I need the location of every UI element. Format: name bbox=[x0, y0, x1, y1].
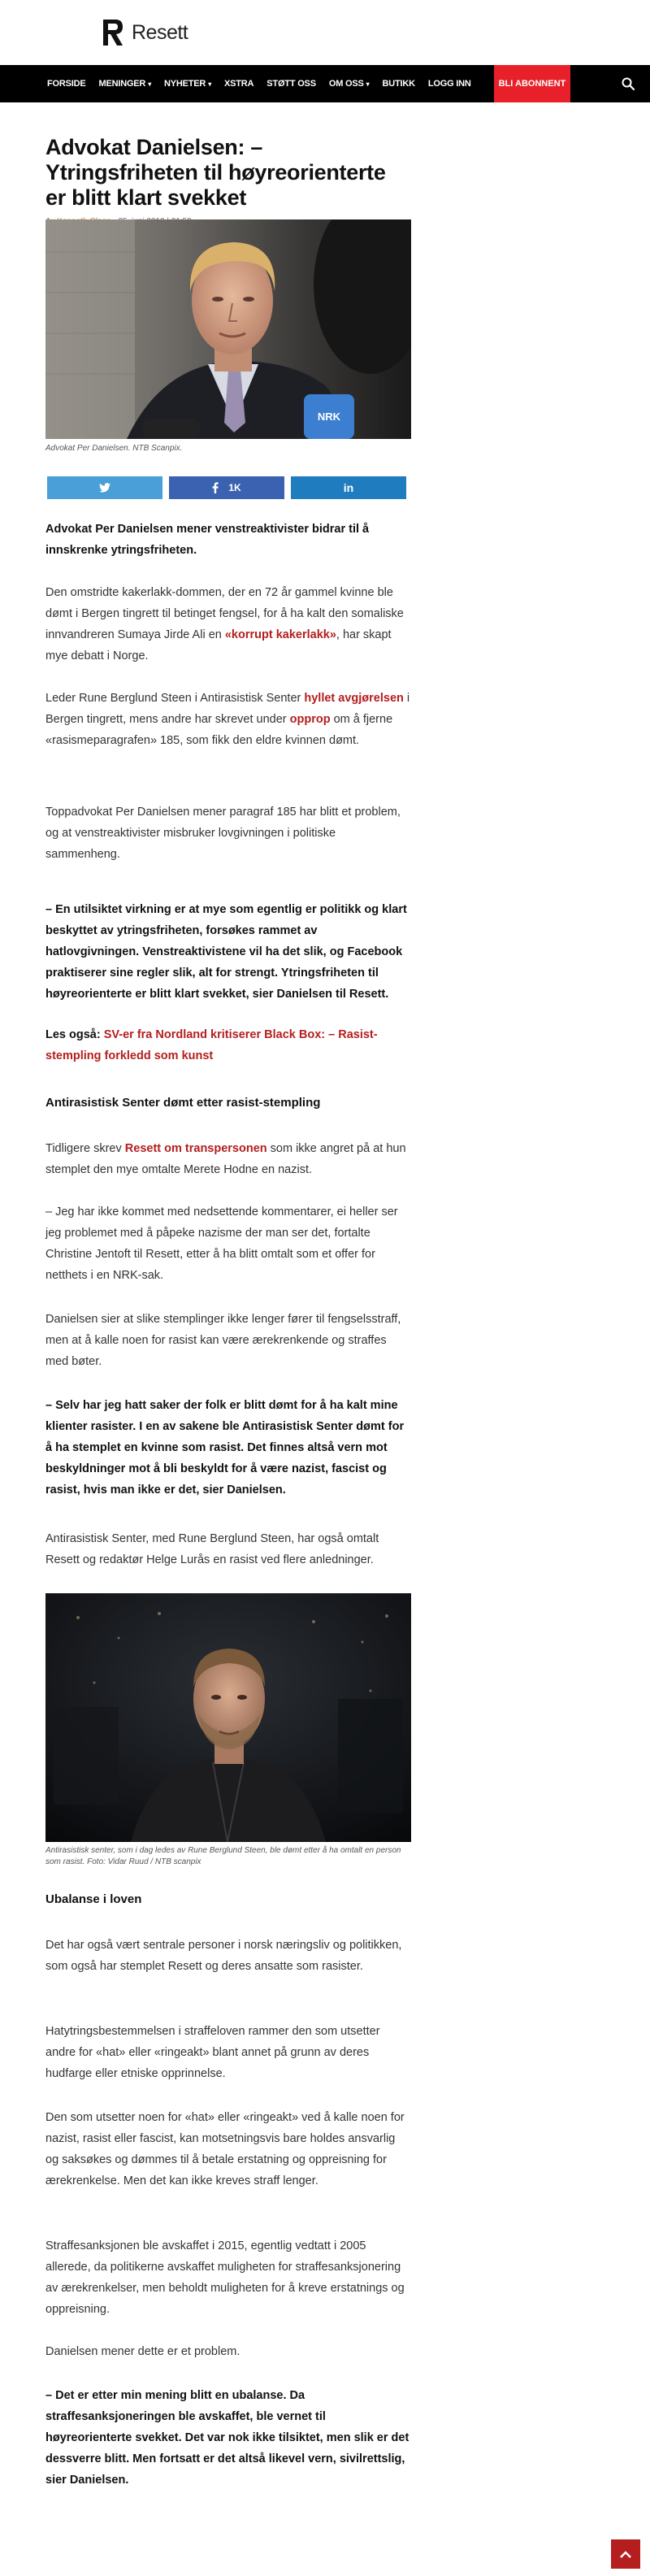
second-photo-image bbox=[46, 1593, 411, 1842]
nav-item-label: LOGG INN bbox=[427, 79, 471, 89]
paragraph: Hatytringsbestemmelsen i straffeloven rammer den som utsetter andre for «hat» eller «ringeakt» blant annet på grunn av deres hudfarge eller etniske opprinnelse. bbox=[46, 2025, 380, 2080]
second-photo bbox=[46, 1593, 411, 1842]
mic-label: NRK bbox=[317, 411, 341, 423]
linkedin-share-button[interactable] bbox=[291, 476, 406, 499]
site-name: Resett bbox=[132, 20, 188, 44]
paragraph: Det har også vært sentrale personer i norsk næringsliv og politikken, som også har stemplet Resett og deres ansatte som rasister. bbox=[46, 1939, 402, 1973]
subheading: Antirasistisk Senter dømt etter rasist-stempling bbox=[46, 1096, 321, 1110]
paragraph: Danielsen sier at slike stemplinger ikke lenger fører til fengselsstraff, men at å kalle noen for rasist kan være ærekrenkende og straffes med bøter. bbox=[46, 1313, 401, 1368]
subscribe-button[interactable]: BLI ABONNENT bbox=[494, 65, 570, 102]
nav-item-label: OM OSS bbox=[328, 79, 364, 89]
site-logo[interactable] bbox=[101, 18, 188, 47]
paragraph: Straffesanksjonen ble avskaffet i 2015, egentlig vedtatt i 2005 allerede, da politikerne avskaffet muligheten for straffesanksjonering av ærekrenkelser, men beholdt muligheten for å kreve erstatnings og oppreisning. bbox=[46, 2239, 405, 2316]
paragraph: Leder Rune Berglund Steen i Antirasistisk Senter hyllet avgjørelsen i Bergen tingrett, mens andre har skrevet under opprop om å fjerne «rasismeparagrafen» 185, som fikk den eldre kvinnen dømt. bbox=[46, 692, 410, 747]
nav-item-logg-inn[interactable] bbox=[428, 79, 471, 89]
article-lead: Advokat Per Danielsen mener venstreaktivister bidrar til å innskrenke ytringsfriheten. bbox=[46, 523, 370, 557]
nav-item-butikk[interactable] bbox=[382, 79, 414, 89]
nav-item-label: MENINGER bbox=[98, 79, 146, 89]
paragraph: Tidligere skrev Resett om transpersonen som ikke angret på at hun stemplet den mye omtalte Merete Hodne en nazist. bbox=[46, 1142, 406, 1176]
main-navigation bbox=[0, 65, 650, 102]
paragraph: Toppadvokat Per Danielsen mener paragraf 185 har blitt et problem, og at venstreaktivister misbruker lovgivningen i politiske sammenheng. bbox=[46, 806, 401, 861]
read-also-link[interactable]: SV-er fra Nordland kritiserer Black Box: – Rasist-stempling forkledd som kunst bbox=[46, 1028, 378, 1062]
nav-menu bbox=[47, 65, 484, 102]
nav-item-label: BUTIKK bbox=[382, 79, 415, 89]
site-header bbox=[0, 0, 650, 65]
nav-item-forside[interactable] bbox=[47, 79, 86, 89]
nav-item-om-oss[interactable] bbox=[329, 79, 370, 89]
paragraph: – Jeg har ikke kommet med nedsettende kommentarer, ei heller ser jeg problemet med å påpeke nazisme der man ser det, fortalte Christine Jentoft til Resett, etter å ha blitt omtalt som et offer for netthets i en NRK-sak. bbox=[46, 1205, 398, 1282]
paragraph: Den omstridte kakerlakk-dommen, der en 72 år gammel kvinne ble dømt i Bergen tingrett til betinget fengsel, for å ha kalt den somaliske innvandreren Sumaya Jirde Ali en «korrupt kakerlakk», har skapt mye debatt i Norge. bbox=[46, 586, 404, 662]
subheading: Ubalanse i loven bbox=[46, 1892, 142, 1906]
facebook-icon bbox=[212, 482, 219, 493]
kakerlakk-link[interactable]: «korrupt kakerlakk» bbox=[224, 628, 336, 641]
twitter-icon bbox=[99, 483, 110, 493]
nav-item-label: STØTT OSS bbox=[266, 79, 316, 89]
nav-item-label: FORSIDE bbox=[47, 79, 86, 89]
article-title: Advokat Danielsen: – Ytringsfriheten til høyreorienterte er blitt klart svekket bbox=[46, 135, 386, 210]
quote-paragraph: – Det er etter min mening blitt en ubalanse. Da straffesanksjoneringen ble avskaffet, ble vernet til høyreorienterte svekket. Det var nok ikke tilsiktet, men slik er det dessverre blitt. Men fortsatt er det altså likevel vern, sivilrettslig, sier Danielsen. bbox=[46, 2389, 410, 2487]
lead-photo bbox=[46, 219, 411, 439]
arrow-up-icon bbox=[619, 2550, 632, 2558]
search-icon[interactable] bbox=[621, 76, 635, 91]
nav-item-label: NYHETER bbox=[164, 79, 206, 89]
quote-paragraph: – En utilsiktet virkning er at mye som egentlig er politikk og klart beskyttet av ytringsfriheten, forsøkes rammet av hatlovgivningen. Venstreaktivistene vil ha det slik, og Facebook praktiserer sine regler slik, alt for strengt. Ytringsfriheten til høyreorienterte er blitt klart svekket, sier Danielsen til Resett. bbox=[46, 903, 407, 1001]
paragraph: Danielsen mener dette er et problem. bbox=[46, 2345, 240, 2358]
linkedin-icon: in bbox=[343, 481, 354, 494]
paragraph: Antirasistisk Senter, med Rune Berglund Steen, har også omtalt Resett og redaktør Helge Lurås en rasist ved flere anledninger. bbox=[46, 1532, 379, 1566]
resett-logo-icon bbox=[101, 18, 125, 47]
chevron-down-icon: ▾ bbox=[208, 80, 212, 88]
quote-paragraph: – Selv har jeg hatt saker der folk er blitt dømt for å ha kalt mine klienter rasister. I en av sakene ble Antirasistisk Senter dømt for å ha stemplet en kvinne som rasist. Det finnes altså vern mot beskyldninger mot å bli beskyldt for å være nazist, fascist og rasist, hvis man ikke er det, sier Danielsen. bbox=[46, 1399, 405, 1497]
nav-item-støtt-oss[interactable] bbox=[266, 79, 316, 89]
second-photo-caption: Antirasistisk senter, som i dag ledes av Rune Berglund Steen, ble dømt etter å ha omtalt en person som rasist. Foto: Vidar Ruud / NTB scanpix bbox=[46, 1846, 401, 1866]
back-to-top-button[interactable] bbox=[611, 2539, 640, 2569]
opprop-link[interactable]: opprop bbox=[289, 713, 331, 726]
facebook-share-button[interactable] bbox=[169, 476, 284, 499]
nav-item-meninger[interactable] bbox=[99, 79, 152, 89]
nav-item-label: XSTRA bbox=[224, 79, 254, 89]
hyllet-avgjorelsen-link[interactable]: hyllet avgjørelsen bbox=[304, 692, 404, 705]
nav-item-xstra[interactable] bbox=[224, 79, 254, 89]
share-bar bbox=[47, 476, 406, 499]
lead-photo-caption: Advokat Per Danielsen. NTB Scanpix. bbox=[46, 444, 183, 453]
nav-item-nyheter[interactable] bbox=[164, 79, 211, 89]
paragraph: Den som utsetter noen for «hat» eller «ringeakt» ved å kalle noen for nazist, rasist eller fascist, kan motsetningsvis bare holdes ansvarlig og saksøkes og dømmes til å betale erstatning og oppreisning for ærekrenkelse. Men det kan ikke kreves straff lenger. bbox=[46, 2111, 405, 2187]
facebook-share-count: 1K bbox=[228, 482, 241, 493]
transperson-link[interactable]: Resett om transpersonen bbox=[124, 1142, 267, 1155]
read-also: Les også: SV-er fra Nordland kritiserer Black Box: – Rasist-stempling forkledd som kunst bbox=[46, 1028, 378, 1062]
article-header bbox=[46, 135, 411, 226]
lead-photo-image bbox=[46, 219, 411, 439]
twitter-share-button[interactable] bbox=[47, 476, 162, 499]
chevron-down-icon: ▾ bbox=[366, 80, 370, 88]
chevron-down-icon: ▾ bbox=[148, 80, 152, 88]
